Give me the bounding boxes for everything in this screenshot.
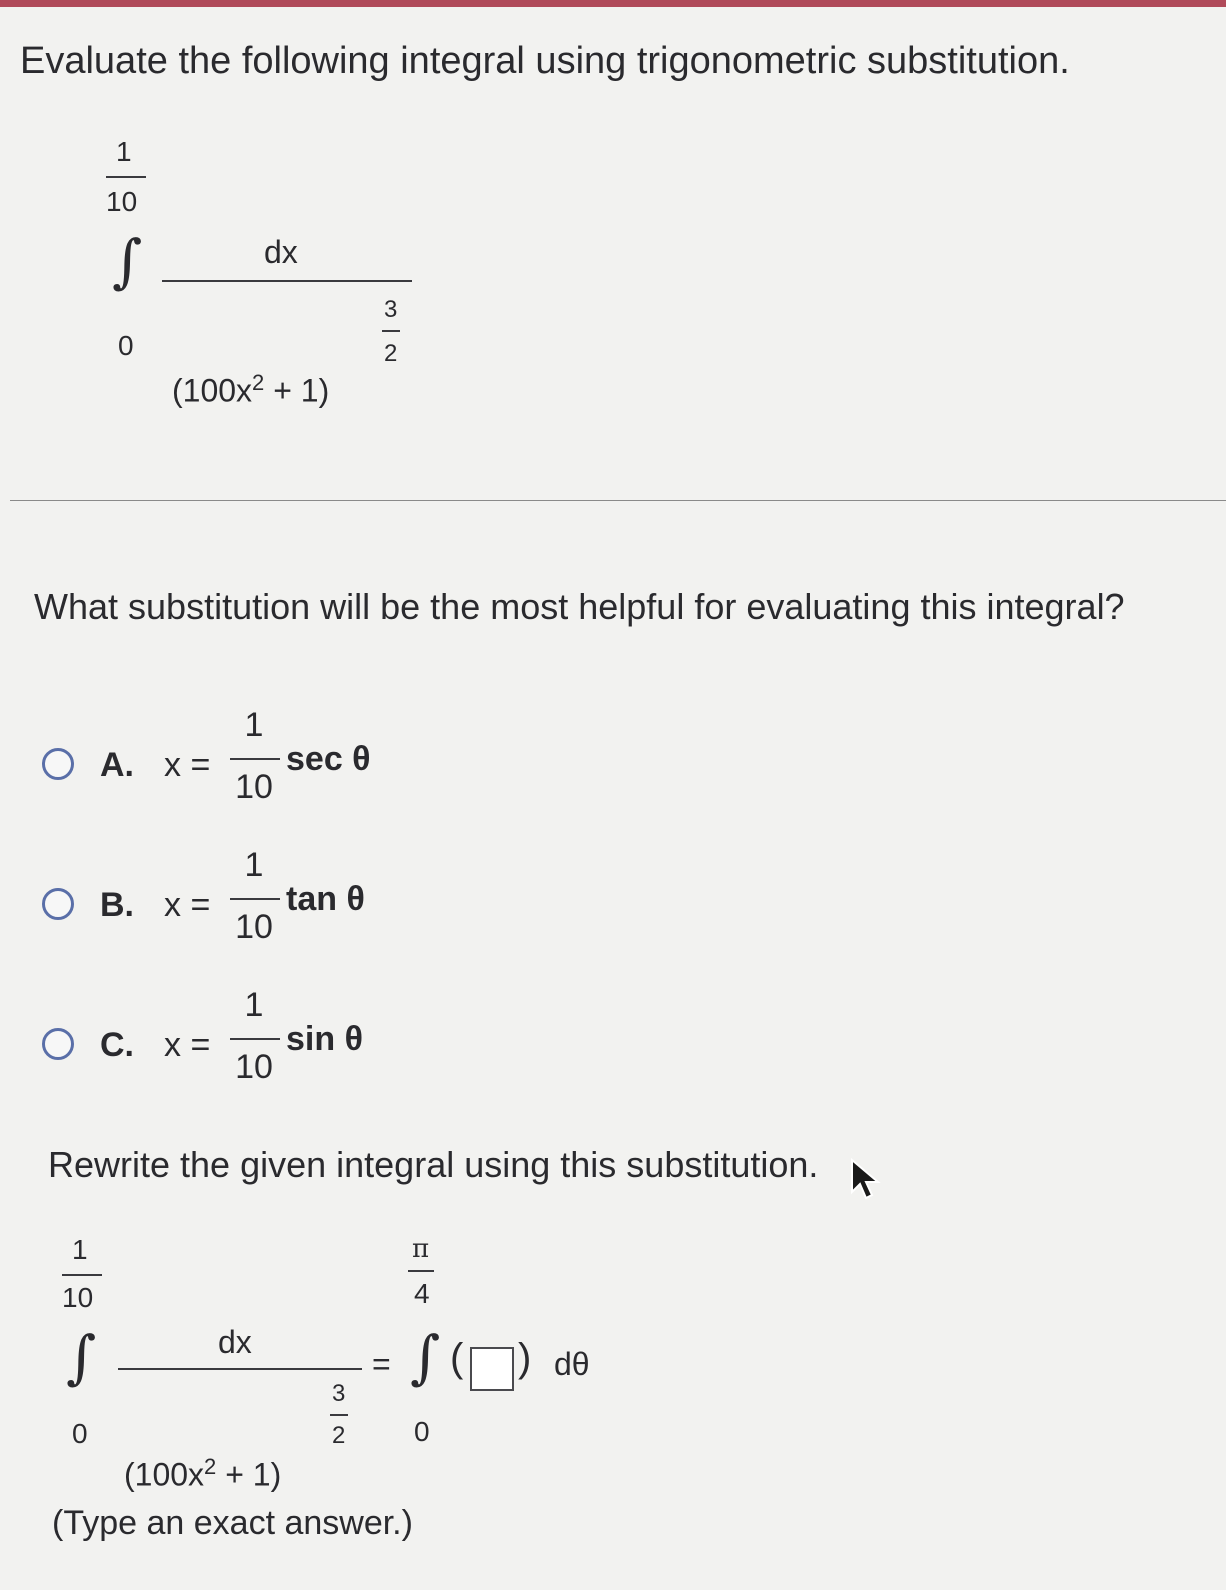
- upper-limit-denominator: 10: [106, 186, 138, 217]
- rhs-upper-denominator: 4: [414, 1278, 430, 1309]
- radio-option-b[interactable]: [42, 888, 74, 920]
- rhs-lower-limit: 0: [414, 1416, 430, 1447]
- fraction-bar: [162, 280, 412, 282]
- option-c[interactable]: [42, 986, 642, 1106]
- option-b-fraction-bar: [230, 898, 280, 900]
- option-b[interactable]: [42, 846, 642, 966]
- option-c-letter: C.: [100, 1026, 134, 1064]
- option-a-function: sec θ: [286, 740, 371, 778]
- lhs-exponent-bar: [330, 1414, 348, 1416]
- lhs-exponent-numerator: 3: [332, 1380, 346, 1407]
- d-theta: dθ: [554, 1346, 590, 1382]
- option-c-fraction-bar: [230, 1038, 280, 1040]
- option-b-lhs: x =: [164, 886, 211, 924]
- upper-limit-bar: [106, 176, 146, 178]
- rewrite-prompt: Rewrite the given integral using this substitution.: [48, 1144, 819, 1185]
- lower-limit: 0: [118, 330, 134, 361]
- exact-answer-note: (Type an exact answer.): [52, 1504, 413, 1542]
- lhs-denominator-power: 2: [204, 1454, 217, 1479]
- exponent-bar: [382, 330, 400, 332]
- upper-limit-numerator: 1: [116, 136, 132, 167]
- option-b-function: tan θ: [286, 880, 365, 918]
- integrand-numerator: dx: [264, 234, 298, 270]
- lhs-fraction-bar: [118, 1368, 362, 1370]
- option-a-denominator: 10: [235, 768, 273, 806]
- lhs-denominator-tail: + 1): [216, 1456, 282, 1493]
- lhs-upper-numerator: 1: [72, 1234, 88, 1265]
- radio-option-a[interactable]: [42, 748, 74, 780]
- option-b-denominator: 10: [235, 908, 273, 946]
- option-a[interactable]: [42, 706, 642, 826]
- exponent-numerator: 3: [384, 296, 398, 323]
- option-c-lhs: x =: [164, 1026, 211, 1064]
- answer-input-box[interactable]: [470, 1347, 514, 1391]
- lhs-denominator-base: (100x: [124, 1456, 205, 1493]
- option-c-function: sin θ: [286, 1020, 363, 1058]
- substitution-prompt: What substitution will be the most helpful for evaluating this integral?: [34, 586, 1125, 627]
- radio-option-c[interactable]: [42, 1028, 74, 1060]
- lhs-upper-denominator: 10: [62, 1282, 94, 1313]
- option-b-numerator: 1: [244, 846, 264, 884]
- rhs-close-paren: ): [518, 1336, 532, 1380]
- lhs-integrand-denominator: [124, 1454, 281, 1494]
- lhs-integrand-numerator: dx: [218, 1324, 252, 1360]
- option-a-lhs: x =: [164, 746, 211, 784]
- integrand-denominator: [172, 370, 329, 410]
- integral-sign: ∫: [112, 227, 143, 295]
- option-a-numerator: 1: [244, 706, 264, 744]
- lhs-exponent-denominator: 2: [332, 1422, 346, 1449]
- lhs-lower-limit: 0: [72, 1418, 88, 1449]
- option-c-numerator: 1: [244, 986, 264, 1024]
- rhs-upper-bar: [408, 1270, 434, 1272]
- rhs-open-paren: (: [450, 1336, 464, 1380]
- denominator-base: (100x: [172, 372, 253, 409]
- denominator-power: 2: [252, 370, 265, 395]
- option-b-letter: B.: [100, 886, 134, 924]
- section-divider: [10, 500, 1226, 501]
- rhs-upper-numerator: π: [412, 1234, 430, 1264]
- option-c-denominator: 10: [235, 1048, 273, 1086]
- mouse-cursor-icon: [850, 1158, 884, 1202]
- rhs-integral-sign: ∫: [410, 1323, 441, 1391]
- lhs-upper-bar: [62, 1274, 102, 1276]
- equals-sign: =: [372, 1346, 391, 1382]
- lhs-integral-sign: ∫: [66, 1323, 97, 1391]
- top-accent-bar: [0, 0, 1226, 7]
- option-a-fraction-bar: [230, 758, 280, 760]
- option-a-letter: A.: [100, 746, 134, 784]
- exponent-denominator: 2: [384, 340, 398, 367]
- denominator-tail: + 1): [264, 372, 330, 409]
- question-title: Evaluate the following integral using trigonometric substitution.: [20, 40, 1070, 82]
